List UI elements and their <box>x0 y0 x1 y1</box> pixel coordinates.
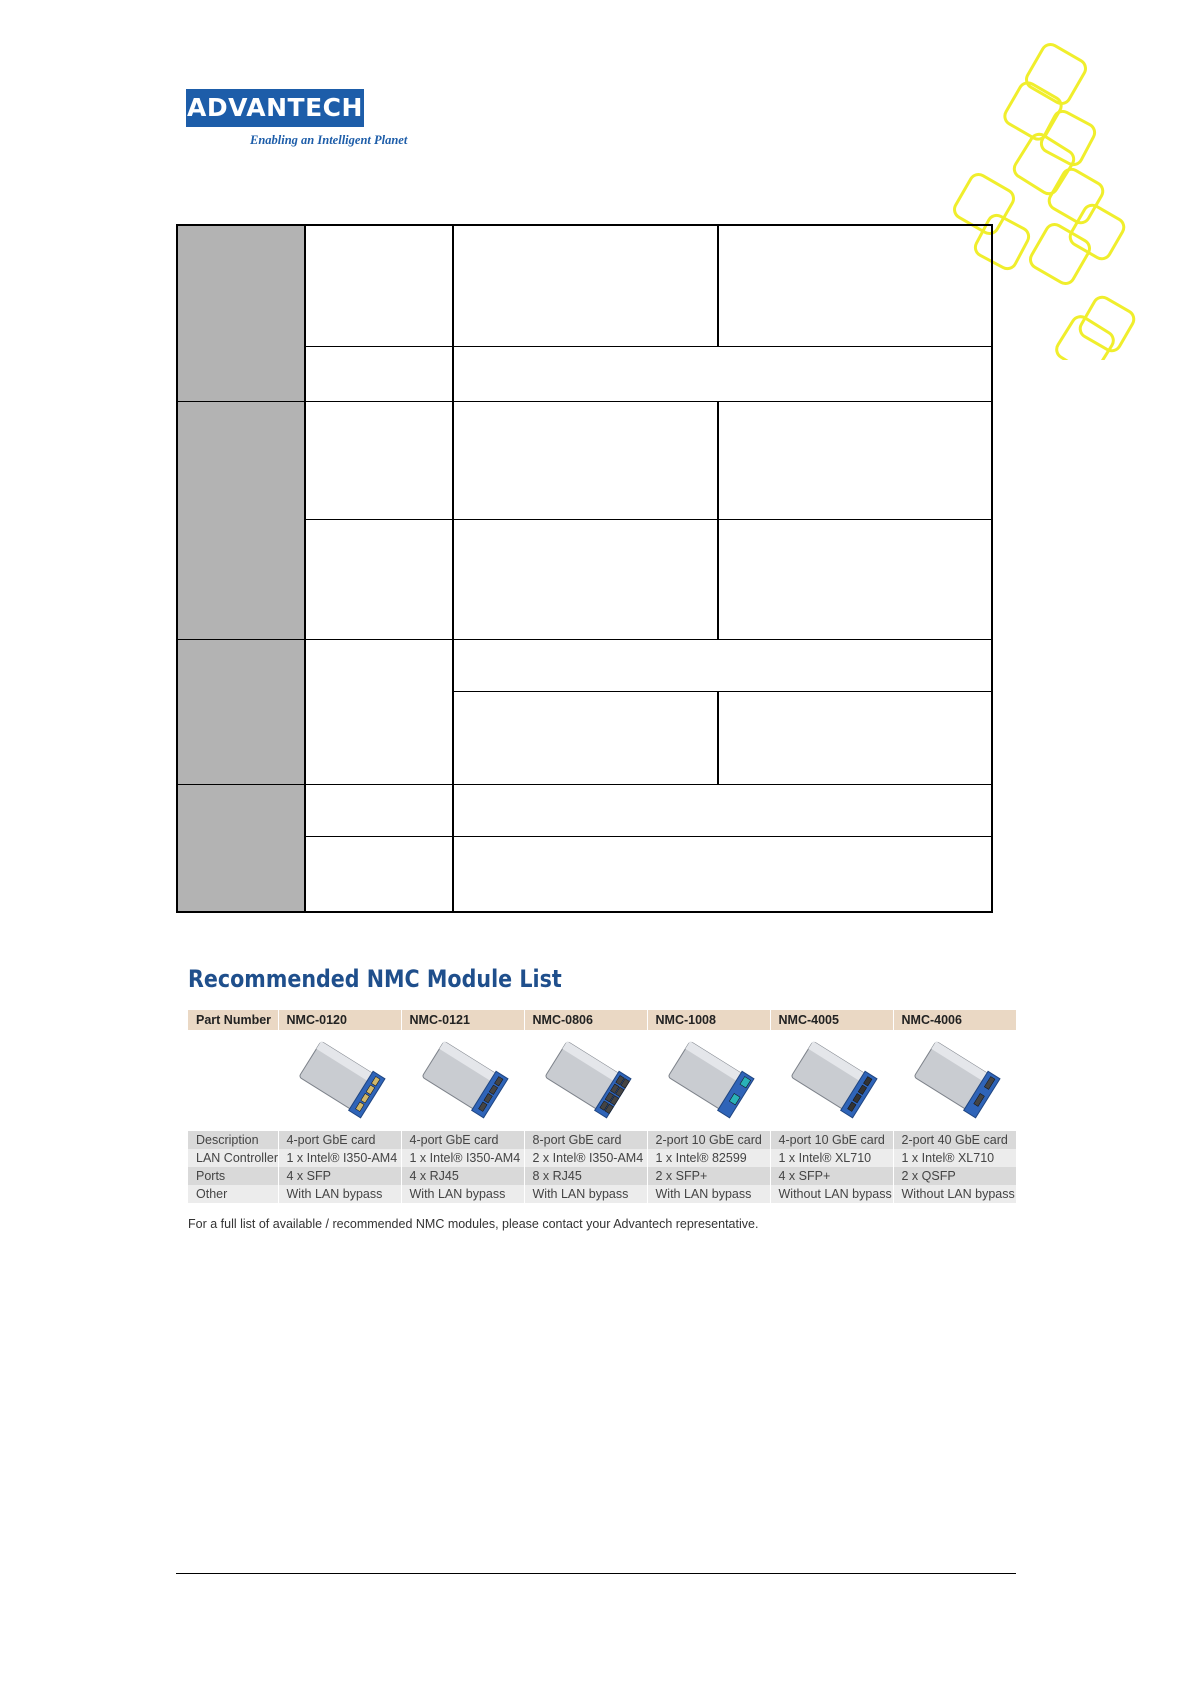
spec-divider <box>717 691 719 784</box>
table-cell: 1 x Intel® I350-AM4 <box>401 1149 524 1167</box>
logo-tagline: Enabling an Intelligent Planet <box>250 133 408 147</box>
table-cell: Without LAN bypass <box>770 1185 893 1203</box>
table-cell: 4 x SFP+ <box>770 1167 893 1185</box>
header-part-number: Part Number <box>188 1010 278 1030</box>
table-row-lan-controller <box>188 1149 1016 1167</box>
spec-group-cell <box>176 401 304 639</box>
table-cell: 2 x SFP+ <box>647 1167 770 1185</box>
advantech-logo <box>186 89 424 153</box>
table-cell: 2-port 10 GbE card <box>647 1131 770 1149</box>
nmc-card-image <box>413 1031 513 1127</box>
nmc-card-image <box>782 1031 882 1127</box>
module-image-row <box>188 1030 1016 1131</box>
spec-group-cell <box>176 639 304 784</box>
card-body-group <box>666 1040 753 1118</box>
module-image-cell <box>770 1030 893 1131</box>
spec-divider <box>176 639 993 640</box>
nmc-footnote: For a full list of available / recommended NMC modules, please contact your Advantech representative. <box>188 1217 759 1231</box>
spec-divider <box>717 224 719 346</box>
empty-cell <box>188 1030 278 1131</box>
logo-wordmark: ADVANTECH <box>186 89 364 127</box>
row-label: Description <box>188 1131 278 1149</box>
deco-square <box>1046 166 1106 226</box>
card-body-group <box>297 1040 384 1118</box>
spec-table <box>176 224 993 913</box>
card-body-group <box>420 1040 507 1118</box>
header-module: NMC-4006 <box>893 1010 1016 1030</box>
table-cell: 1 x Intel® 82599 <box>647 1149 770 1167</box>
spec-divider <box>717 401 719 639</box>
table-cell: 2 x Intel® I350-AM4 <box>524 1149 647 1167</box>
spec-divider <box>304 836 993 837</box>
row-label: Other <box>188 1185 278 1203</box>
row-label: Ports <box>188 1167 278 1185</box>
table-row-other <box>188 1185 1016 1203</box>
spec-divider <box>304 346 993 347</box>
card-body-group <box>543 1040 630 1118</box>
spec-divider <box>452 224 454 913</box>
nmc-card-image <box>659 1031 759 1127</box>
spec-border <box>176 224 178 913</box>
nmc-card-image <box>905 1031 1005 1127</box>
card-body-group <box>912 1040 999 1118</box>
nmc-card-image <box>290 1031 390 1127</box>
module-image-cell <box>893 1030 1016 1131</box>
table-cell: 4 x RJ45 <box>401 1167 524 1185</box>
spec-border <box>176 224 993 226</box>
footer-rule <box>176 1573 1016 1574</box>
table-cell: 2 x QSFP <box>893 1167 1016 1185</box>
table-cell: With LAN bypass <box>647 1185 770 1203</box>
table-cell: With LAN bypass <box>401 1185 524 1203</box>
spec-group-cell <box>176 224 304 401</box>
table-cell: With LAN bypass <box>524 1185 647 1203</box>
table-row-description <box>188 1131 1016 1149</box>
row-label: LAN Controller <box>188 1149 278 1167</box>
header-module: NMC-0121 <box>401 1010 524 1030</box>
module-image-cell <box>524 1030 647 1131</box>
table-cell: Without LAN bypass <box>893 1185 1016 1203</box>
header-module: NMC-1008 <box>647 1010 770 1030</box>
deco-square <box>1067 202 1127 262</box>
spec-divider <box>452 691 993 692</box>
table-cell: 1 x Intel® I350-AM4 <box>278 1149 401 1167</box>
table-cell: 1 x Intel® XL710 <box>770 1149 893 1167</box>
nmc-section-title: Recommended NMC Module List <box>188 965 562 993</box>
table-cell: 4-port GbE card <box>278 1131 401 1149</box>
header-module: NMC-0120 <box>278 1010 401 1030</box>
nmc-module-table <box>188 1010 1016 1203</box>
spec-group-cell <box>176 784 304 913</box>
table-cell: 4-port GbE card <box>401 1131 524 1149</box>
module-image-cell <box>278 1030 401 1131</box>
spec-border <box>176 911 993 913</box>
table-cell: 4-port 10 GbE card <box>770 1131 893 1149</box>
deco-square <box>1077 294 1137 354</box>
table-cell: 8-port GbE card <box>524 1131 647 1149</box>
spec-border <box>991 224 993 913</box>
spec-divider <box>176 784 993 785</box>
card-body-group <box>789 1040 876 1118</box>
table-cell: With LAN bypass <box>278 1185 401 1203</box>
nmc-card-image <box>536 1031 636 1127</box>
header-module: NMC-4005 <box>770 1010 893 1030</box>
spec-divider <box>304 224 306 913</box>
spec-divider <box>176 401 993 402</box>
table-header-row <box>188 1010 1016 1030</box>
deco-square <box>1027 221 1093 287</box>
table-cell: 4 x SFP <box>278 1167 401 1185</box>
table-row-ports <box>188 1167 1016 1185</box>
table-cell: 8 x RJ45 <box>524 1167 647 1185</box>
module-image-cell <box>401 1030 524 1131</box>
table-cell: 2-port 40 GbE card <box>893 1131 1016 1149</box>
header-module: NMC-0806 <box>524 1010 647 1030</box>
table-cell: 1 x Intel® XL710 <box>893 1149 1016 1167</box>
module-image-cell <box>647 1030 770 1131</box>
spec-divider <box>304 519 993 520</box>
